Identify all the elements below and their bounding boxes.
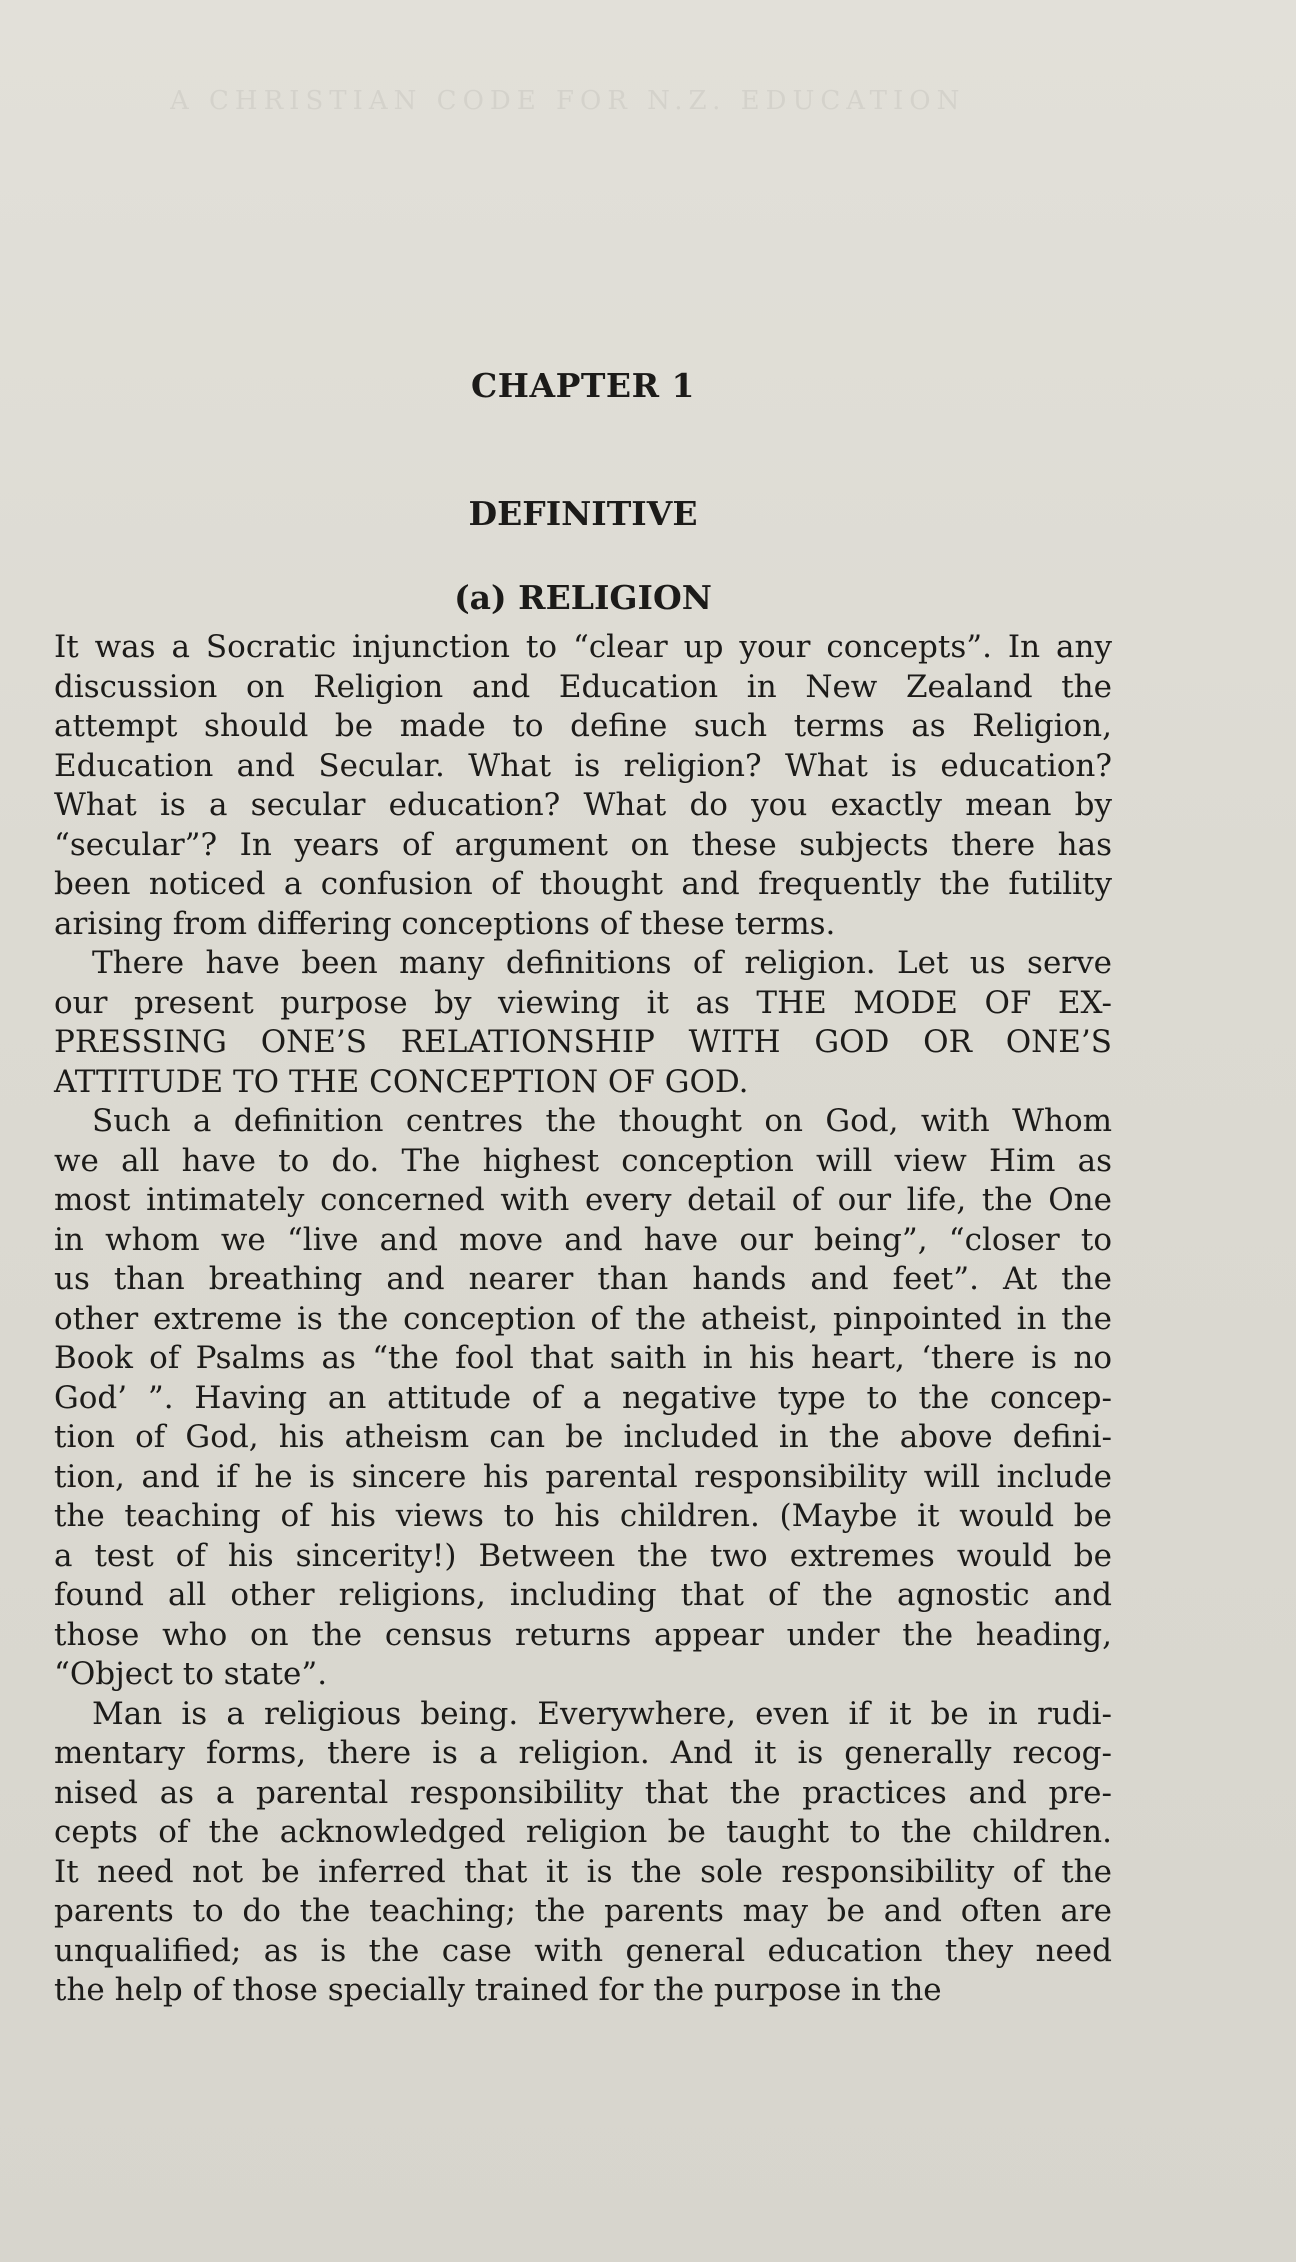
text-line: nised as a parental responsibility that the practices and pre- [54,1774,1112,1811]
text-line: parents to do the teaching; the parents may be and often are [54,1893,1112,1929]
paragraph [54,944,1112,1102]
text-line: Education and Secular. What is religion? What is education? [54,747,1112,784]
text-line: found all other religions, including that of the agnostic and [54,1577,1112,1613]
text-line: God’ ”. Having an attitude of a negative type to the concep- [54,1379,1112,1416]
section-heading: DEFINITIVE [468,494,698,533]
running-head-bleed-through: A CHRISTIAN CODE FOR N.Z. EDUCATION [170,86,966,116]
text-line: What is a secular education? What do you exactly mean by [54,787,1112,823]
text-line: the teaching of his views to his children. (Maybe it would be [54,1498,1112,1534]
text-line: those who on the census returns appear under the heading, [54,1616,1112,1653]
text-line: It was a Socratic injunction to “clear up your concepts”. In any [54,629,1112,665]
text-line: unqualified; as is the case with general education they need [54,1932,1112,1969]
text-line: we all have to do. The highest conception will view Him as [54,1142,1112,1179]
text-line: other extreme is the conception of the atheist, pinpointed in the [54,1300,1112,1337]
text-line: the help of those specially trained for the purpose in the [54,1972,942,2008]
text-line: in whom we “live and move and have our being”, “closer to [54,1221,1112,1258]
text-line: cepts of the acknowledged religion be taught to the children. [54,1814,1112,1850]
text-line: most intimately concerned with every detail of our life, the One [54,1182,1112,1218]
text-line: attempt should be made to define such terms as Religion, [54,708,1112,744]
subsection-heading: (a) RELIGION [454,578,712,617]
paragraph [54,1695,1112,2011]
book-page [54,366,1112,2008]
text-line: arising from differing conceptions of these terms. [54,905,836,942]
text-line: our present purpose by viewing it as THE MODE OF EX- [54,984,1112,1021]
text-line: a test of his sincerity!) Between the two extremes would be [54,1537,1112,1574]
text-line: tion, and if he is sincere his parental responsibility will include [54,1458,1112,1495]
text-line: There have been many definitions of religion. Let us serve [92,945,1112,981]
text-line: us than breathing and nearer than hands and feet”. At the [54,1261,1112,1297]
text-line: “Object to state”. [54,1656,328,1692]
text-line: “secular”? In years of argument on these subjects there has [54,826,1112,863]
paragraph [54,628,1112,944]
text-line: Man is a religious being. Everywhere, even if it be in rudi- [92,1695,1112,1732]
text-line: PRESSING ONE’S RELATIONSHIP WITH GOD OR ONE’S [54,1024,1112,1060]
text-line: It need not be inferred that it is the sole responsibility of the [54,1853,1112,1890]
text-line: Book of Psalms as “the fool that saith in his heart, ‘there is no [54,1340,1112,1376]
text-line: ATTITUDE TO THE CONCEPTION OF GOD. [54,1063,749,1100]
text-line: Such a definition centres the thought on God, with Whom [92,1103,1112,1139]
text-line: mentary forms, there is a religion. And it is generally recog- [54,1735,1112,1771]
paragraph [54,1102,1112,1695]
body-text [54,628,1112,2011]
chapter-heading: CHAPTER 1 [471,366,695,405]
text-line: been noticed a confusion of thought and frequently the futility [54,866,1112,902]
text-line: discussion on Religion and Education in New Zealand the [54,668,1112,705]
text-line: tion of God, his atheism can be included in the above defini- [54,1419,1112,1455]
